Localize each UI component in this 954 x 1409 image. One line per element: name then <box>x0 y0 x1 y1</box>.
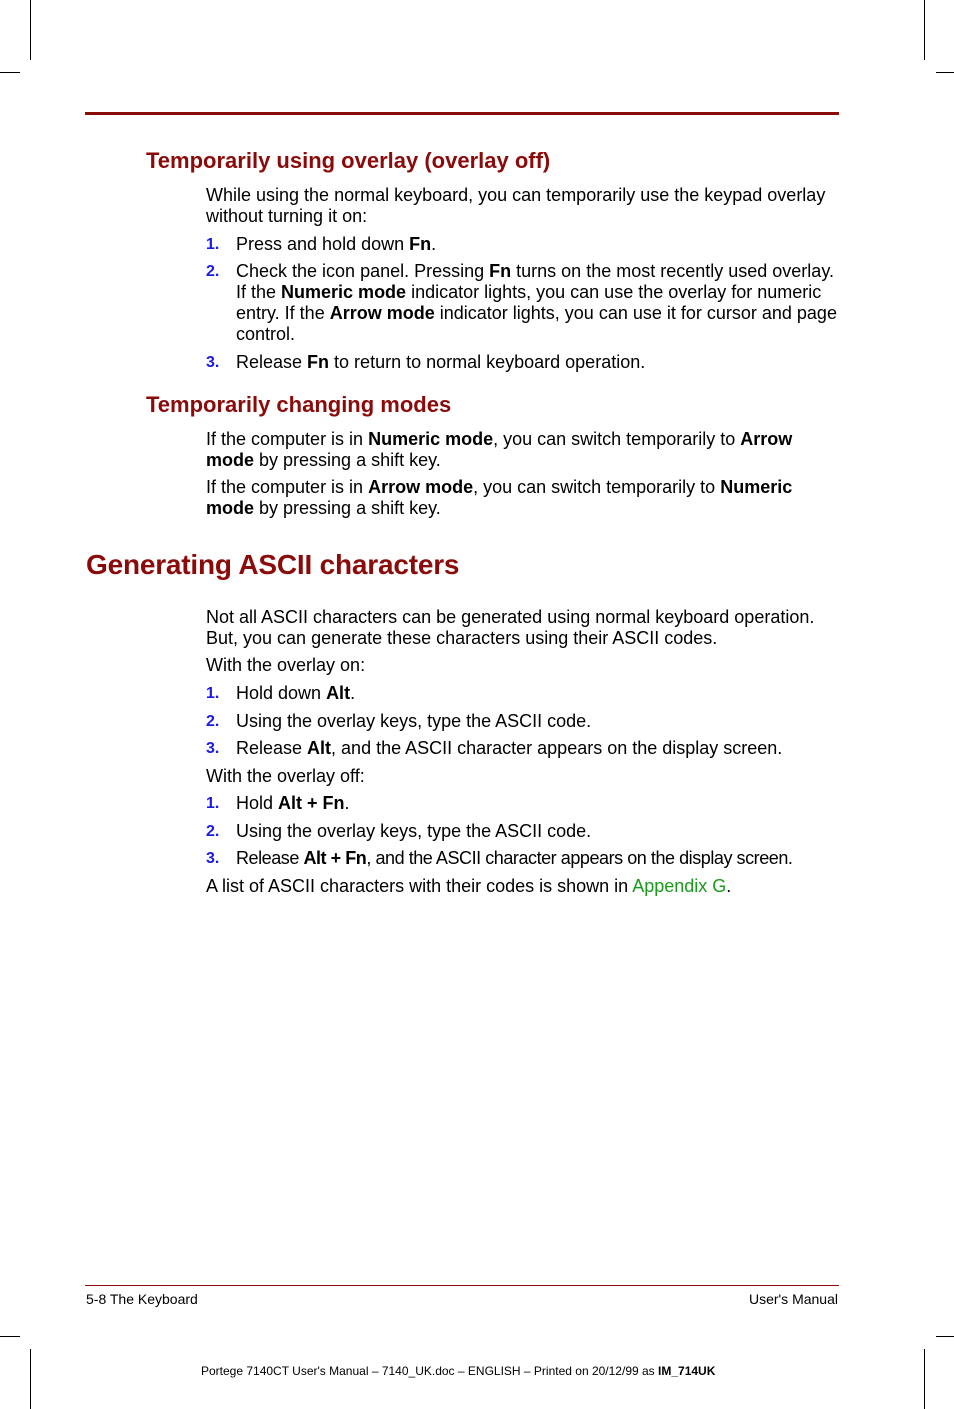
section-intro: While using the normal keyboard, you can temporarily use the keypad overlay without turning it on: <box>206 185 826 226</box>
header-rule <box>85 112 839 115</box>
step-text: Using the overlay keys, type the ASCII code. <box>236 711 592 731</box>
overlay-off-label: With the overlay off: <box>206 766 365 786</box>
section-heading-changing-modes: Temporarily changing modes <box>146 392 452 417</box>
footer-manual-label: User's Manual <box>748 1291 838 1307</box>
crop-mark <box>924 0 925 60</box>
footer-page-label: 5-8 The Keyboard <box>86 1291 198 1307</box>
closing-paragraph: A list of ASCII characters with their codes is shown in Appendix G. <box>206 876 732 896</box>
crop-mark <box>936 1336 954 1337</box>
step-text: Check the icon panel. Pressing Fn turns on the most recently used overlay. If the Numeric mode indicator lights, you can use the overlay for numeric entry. If the Arrow mode indicator lights, you can use it for cursor and page control. <box>236 261 837 344</box>
crop-mark <box>30 0 31 60</box>
step-text: Release Alt, and the ASCII character appears on the display screen. <box>236 738 783 758</box>
section-intro: Not all ASCII characters can be generated using normal keyboard operation. But, you can generate these characters using their ASCII codes. <box>206 607 815 648</box>
step-number: 1. <box>206 795 220 812</box>
step-number: 2. <box>206 823 220 840</box>
print-info-line: Portege 7140CT User's Manual – 7140_UK.doc – ENGLISH – Printed on 20/12/99 as IM_714UK <box>201 1364 716 1378</box>
chapter-heading-ascii: Generating ASCII characters <box>86 549 460 580</box>
crop-mark <box>0 72 20 73</box>
crop-mark <box>936 72 954 73</box>
step-text: Using the overlay keys, type the ASCII code. <box>236 821 592 841</box>
step-text: Press and hold down Fn. <box>236 234 437 254</box>
step-number: 2. <box>206 713 220 730</box>
step-text: Release Fn to return to normal keyboard operation. <box>236 352 646 372</box>
section-heading-overlay-off: Temporarily using overlay (overlay off) <box>146 148 551 173</box>
step-text: Hold Alt + Fn. <box>236 793 350 813</box>
step-number: 2. <box>206 263 220 280</box>
crop-mark <box>924 1349 925 1409</box>
step-number: 3. <box>206 740 220 757</box>
step-number: 3. <box>206 354 220 371</box>
mode-paragraph: If the computer is in Numeric mode, you can switch temporarily to Arrow mode by pressing a shift key. <box>206 429 793 470</box>
step-number: 3. <box>206 850 220 867</box>
appendix-g-link[interactable]: Appendix G <box>632 876 727 896</box>
step-text: Hold down Alt. <box>236 683 356 703</box>
crop-mark <box>0 1336 20 1337</box>
mode-paragraph: If the computer is in Arrow mode, you can switch temporarily to Numeric mode by pressing a shift key. <box>206 477 793 518</box>
crop-mark <box>30 1349 31 1409</box>
step-number: 1. <box>206 685 220 702</box>
footer-rule <box>85 1285 839 1286</box>
overlay-on-label: With the overlay on: <box>206 655 366 675</box>
step-text: Release Alt + Fn, and the ASCII character appears on the display screen. <box>236 848 793 868</box>
step-number: 1. <box>206 236 220 253</box>
